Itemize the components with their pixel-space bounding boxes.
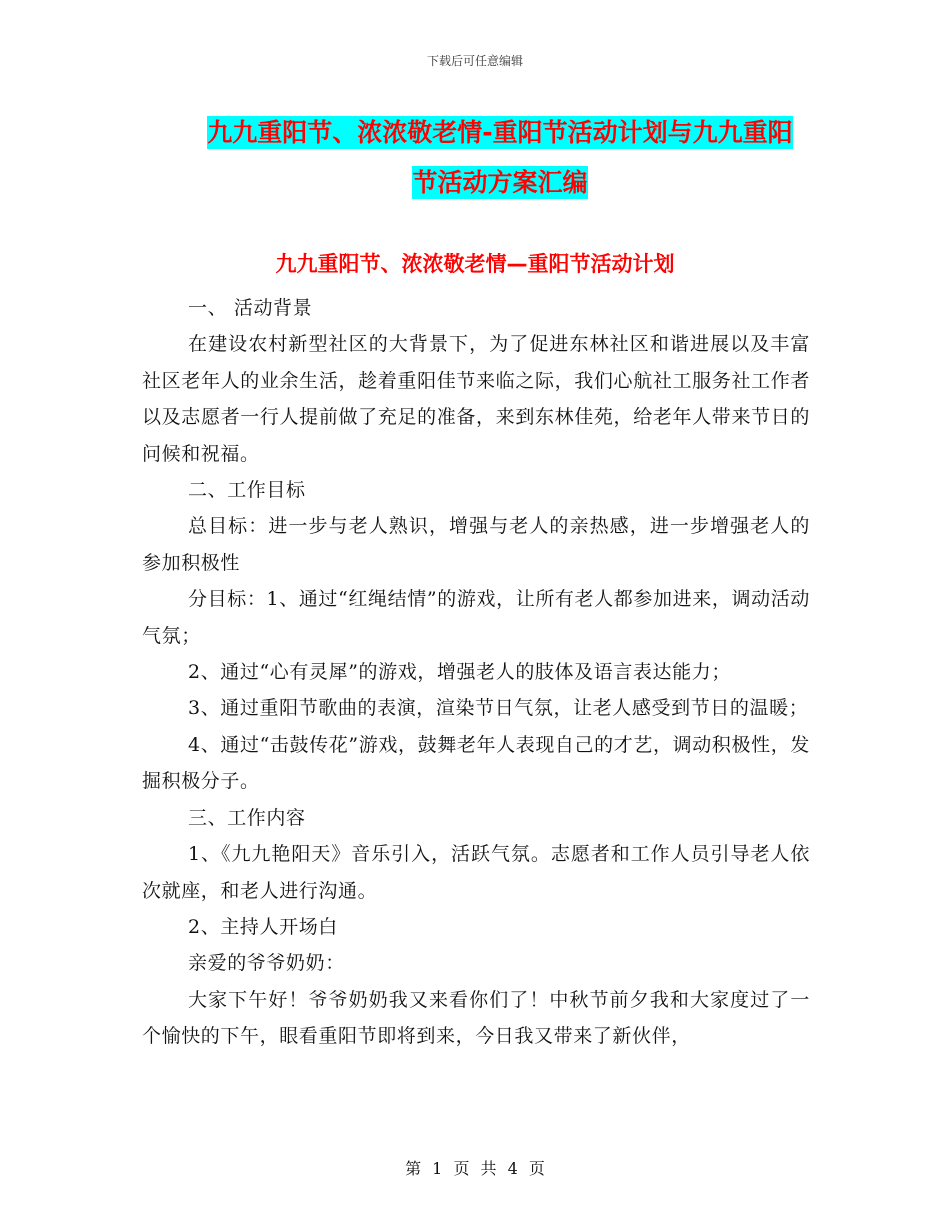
page-footer: 第 1 页 共 4 页	[405, 1159, 545, 1178]
document-body	[142, 290, 810, 1055]
paragraph-speech: 大家下午好！爷爷奶奶我又来看你们了！中秋节前夕我和大家度过了一个愉快的下午，眼看重阳节即将到来，今日我又带来了新伙伴，	[142, 988, 810, 1048]
header-note: 下载后可任意编辑	[426, 54, 523, 68]
section-title: 九九重阳节、浓浓敬老情—重阳节活动计划	[275, 252, 675, 276]
title-line-1: 九九重阳节、浓浓敬老情-重阳节活动计划与九九重阳	[207, 118, 793, 147]
paragraph-sub-goal-4: 4、通过“击鼓传花”游戏，鼓舞老年人表现自己的才艺，调动积极性，发掘积极分子。	[142, 733, 810, 793]
title-line-2: 节活动方案汇编	[412, 168, 588, 197]
paragraph-greeting: 亲爱的爷爷奶奶：	[188, 952, 345, 975]
paragraph-background: 在建设农村新型社区的大背景下，为了促进东林社区和谐进展以及丰富社区老年人的业余生活，趁着重阳佳节来临之际，我们心航社工服务社工作者以及志愿者一行人提前做了充足的准备，来到东林佳苑，给老年人带来节日的问候和祝福。	[142, 333, 810, 465]
paragraph-overall-goal: 总目标：进一步与老人熟识，增强与老人的亲热感，进一步增强老人的参加积极性	[142, 515, 810, 574]
paragraph-sub-goal-2: 2、通过“心有灵犀”的游戏，增强老人的肢体及语言表达能力；	[188, 661, 731, 684]
document-title	[140, 108, 860, 208]
paragraph-content-1: 1、《九九艳阳天》音乐引入，活跃气氛。志愿者和工作人员引导老人依次就座，和老人进行沟通。	[142, 843, 810, 902]
heading-background: 一、 活动背景	[188, 297, 313, 319]
paragraph-sub-goal-3: 3、通过重阳节歌曲的表演，渲染节日气氛，让老人感受到节日的温暖；	[188, 697, 809, 720]
paragraph-sub-goal-1: 分目标：1、通过“红绳结情”的游戏，让所有老人都参加进来，调动活动气氛；	[142, 588, 810, 647]
heading-content: 三、工作内容	[188, 806, 306, 829]
heading-goals: 二、工作目标	[188, 479, 306, 502]
paragraph-content-2: 2、主持人开场白	[188, 915, 338, 938]
